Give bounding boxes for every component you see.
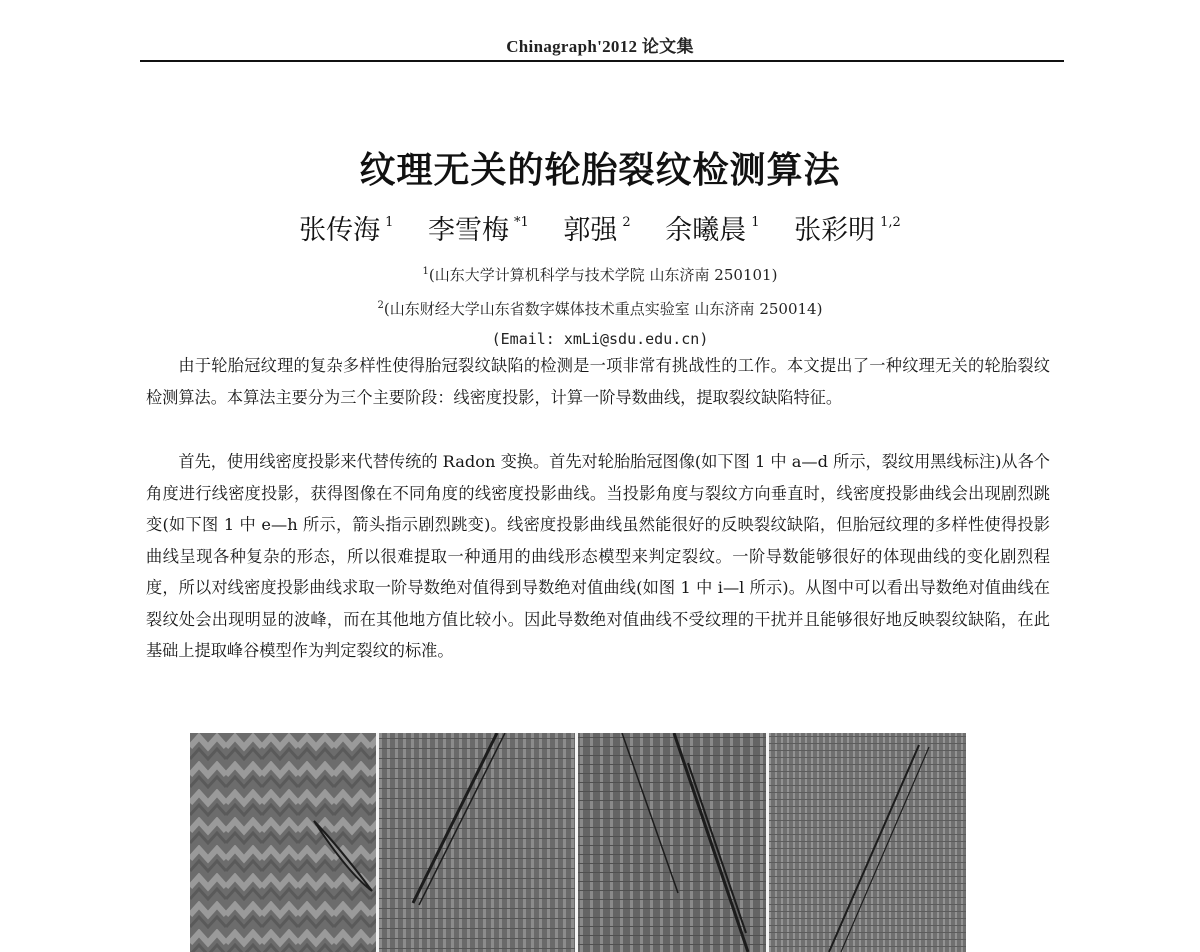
author	[428, 208, 529, 247]
tread-image-panel-b	[379, 733, 575, 952]
affiliation-mark: 1	[422, 266, 429, 277]
affiliation-mark: 2	[377, 300, 384, 311]
author-name: 李雪梅	[428, 215, 510, 246]
author-name: 张彩明	[794, 215, 876, 246]
author	[299, 208, 393, 247]
author	[794, 208, 901, 247]
abstract-paragraph: 由于轮胎冠纹理的复杂多样性使得胎冠裂纹缺陷的检测是一项非常有挑战性的工作。本文提出了一种纹理无关的轮胎裂纹检测算法。本算法主要分为三个主要阶段：线密度投影，计算一阶导数曲线，提取裂纹缺陷特征。	[146, 356, 1050, 407]
running-head: Chinagraph'2012 论文集	[506, 37, 694, 56]
author-list	[0, 208, 1200, 247]
author-affiliation-mark: *1	[514, 215, 529, 230]
author-name: 张传海	[299, 215, 381, 246]
tread-image-panel-c	[578, 733, 766, 952]
author	[563, 208, 630, 247]
figure-1-tread-images	[190, 733, 966, 952]
affiliation-text: (山东大学计算机科学与技术学院 山东济南 250101)	[428, 266, 778, 284]
tread-image-panel-d	[769, 733, 966, 952]
author-affiliation-mark: 1	[385, 215, 394, 230]
paper-title: 纹理无关的轮胎裂纹检测算法	[359, 150, 841, 191]
author-affiliation-mark: 1	[751, 215, 760, 230]
method-paragraph: 首先，使用线密度投影来代替传统的 Radon 变换。首先对轮胎胎冠图像(如下图 1 中 a—d 所示，裂纹用黑线标注)从各个角度进行线密度投影，获得图像在不同角度的线密度投影曲线。当投影角度与裂纹方向垂直时，线密度投影曲线会出现剧烈跳变(如下图 1 中 e—h 所示，箭头指示剧烈跳变)。线密度投影曲线虽然能很好的反映裂纹缺陷，但胎冠纹理的多样性使得投影曲线呈现各种复杂的形态，所以很难提取一种通用的曲线形态模型来判定裂纹。一阶导数能够很好的体现曲线的变化剧烈程度，所以对线密度投影曲线求取一阶导数绝对值得到导数绝对值曲线(如图 1 中 i—l 所示)。从图中可以看出导数绝对值曲线在裂纹处会出现明显的波峰，而在其他地方值比较小。因此导数绝对值曲线不受纹理的干扰并且能够很好地反映裂纹缺陷，在此基础上提取峰谷模型作为判定裂纹的标准。	[146, 452, 1050, 660]
contact-email: (Email: xmLi@sdu.edu.cn)	[491, 330, 709, 348]
author-affiliation-mark: 2	[622, 215, 631, 230]
affiliation-2	[0, 298, 1200, 319]
author-name: 余曦晨	[665, 215, 747, 246]
author	[665, 208, 759, 247]
affiliation-text: (山东财经大学山东省数字媒体技术重点实验室 山东济南 250014)	[383, 300, 823, 318]
header-rule	[140, 60, 1064, 62]
author-affiliation-mark: 1,2	[880, 215, 901, 230]
affiliation-1	[0, 264, 1200, 285]
author-name: 郭强	[563, 215, 618, 246]
tread-image-panel-a	[190, 733, 376, 952]
